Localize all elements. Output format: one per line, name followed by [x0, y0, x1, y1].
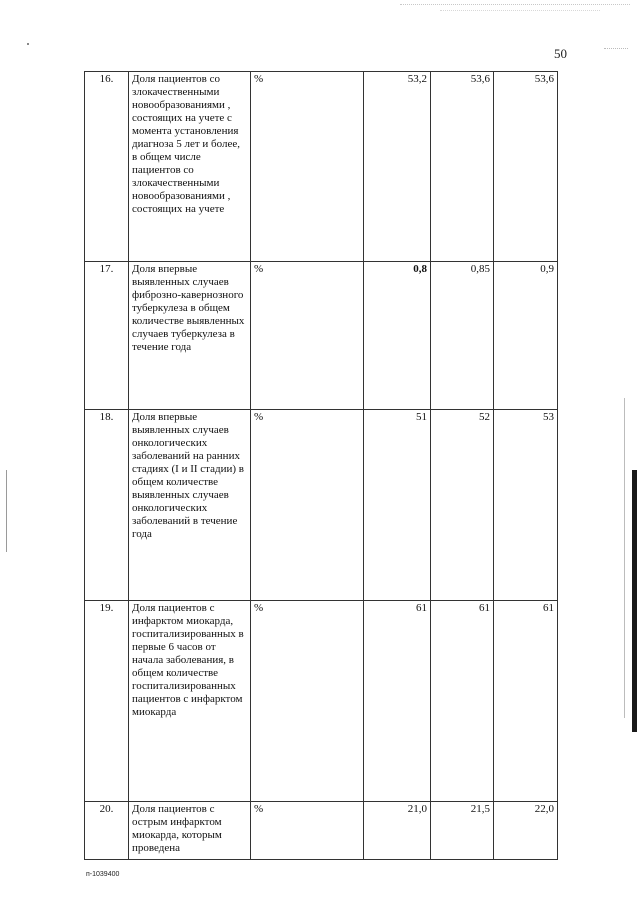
unit-cell: %	[251, 601, 364, 802]
value-year-3: 0,9	[494, 262, 558, 410]
row-number: 19.	[85, 601, 129, 802]
value-year-3: 61	[494, 601, 558, 802]
indicators-table	[84, 71, 558, 860]
unit-cell: %	[251, 262, 364, 410]
indicator-description: Доля пациентов со злокачественными новообразованиями , состоящих на учете с момента установления диагноза 5 лет и более, в общем числе пациентов со злокачественными новообразованиями , состоящих на учете	[129, 72, 251, 262]
value-year-2: 52	[431, 410, 494, 601]
table-row	[85, 262, 558, 410]
page-number: 50	[554, 46, 567, 61]
row-number: 20.	[85, 802, 129, 860]
scan-artifact-top-2	[440, 10, 600, 12]
footer-document-code: п-1039400	[86, 871, 120, 878]
unit-cell: %	[251, 410, 364, 601]
scan-artifact-right-line	[624, 398, 625, 718]
indicator-description: Доля впервые выявленных случаев фиброзно-кавернозного туберкулеза в общем количестве выявленных случаев туберкулеза в течение года	[129, 262, 251, 410]
row-number: 16.	[85, 72, 129, 262]
value-year-1: 53,2	[364, 72, 431, 262]
value-year-3: 53,6	[494, 72, 558, 262]
table-row	[85, 72, 558, 262]
value-year-3: 53	[494, 410, 558, 601]
value-year-2: 0,85	[431, 262, 494, 410]
indicator-description: Доля впервые выявленных случаев онкологических заболеваний на ранних стадиях (I и II стадии) в общем количестве выявленных случаев онкологических заболеваний в течение года	[129, 410, 251, 601]
unit-cell: %	[251, 802, 364, 860]
value-year-1: 0,8	[364, 262, 431, 410]
indicator-description: Доля пациентов с острым инфарктом миокарда, которым проведена	[129, 802, 251, 860]
value-year-1: 61	[364, 601, 431, 802]
scan-artifact-left-line	[6, 470, 7, 552]
row-number: 18.	[85, 410, 129, 601]
table-row	[85, 802, 558, 860]
value-year-2: 21,5	[431, 802, 494, 860]
value-year-2: 53,6	[431, 72, 494, 262]
scan-artifact-top	[400, 4, 630, 6]
value-year-2: 61	[431, 601, 494, 802]
unit-cell: %	[251, 72, 364, 262]
table-row	[85, 601, 558, 802]
scan-artifact-dot	[27, 43, 29, 45]
indicator-description: Доля пациентов с инфарктом миокарда, госпитализированных в первые 6 часов от начала заболевания, в общем количестве госпитализированных пациентов с инфарктом миокарда	[129, 601, 251, 802]
row-number: 17.	[85, 262, 129, 410]
table-row	[85, 410, 558, 601]
value-year-1: 21,0	[364, 802, 431, 860]
value-year-1: 51	[364, 410, 431, 601]
scan-artifact-corner	[604, 48, 628, 50]
scan-artifact-right-bar	[632, 470, 637, 732]
value-year-3: 22,0	[494, 802, 558, 860]
